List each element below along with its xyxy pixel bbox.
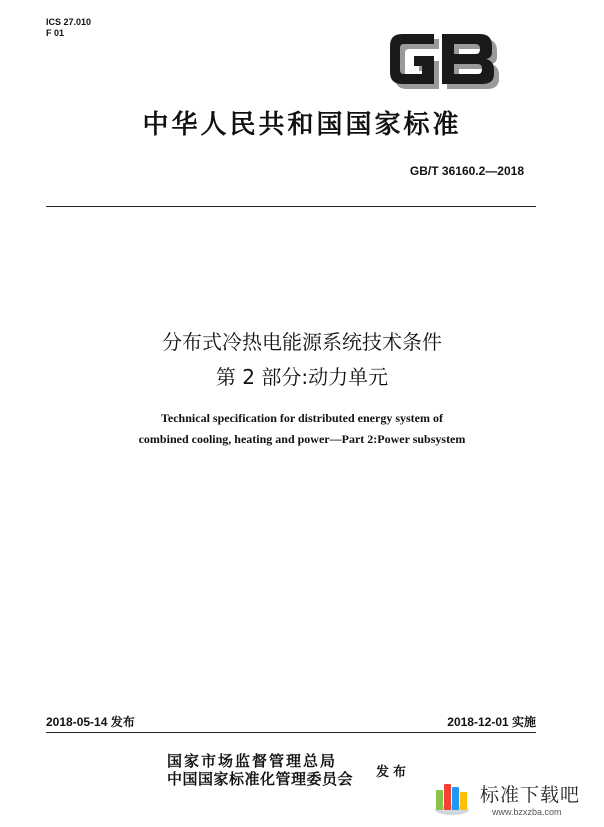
issuer-line1: 国家市场监督管理总局 [167,752,338,770]
classification-codes [46,17,91,39]
watermark[interactable] [428,770,604,827]
watermark-url: www.bzxzba.com [492,807,562,817]
chinese-title-line2: 第 2 部分:动力单元 [215,365,389,389]
stacked-books-icon [432,776,472,816]
bottom-divider [46,732,536,733]
gb-logo [384,26,502,94]
national-standard-title: 中华人民共和国国家标准 [142,110,462,140]
top-divider [46,206,536,207]
issuer-line2: 中国国家标准化管理委员会 [167,770,354,788]
standard-number: GB/T 36160.2—2018 [409,164,524,178]
watermark-name: 标准下载吧 [480,784,581,806]
implementation-date: 2018-12-01 实施 [447,715,536,729]
ics-code: ICS 27.010 [46,17,92,27]
english-title-line1: Technical specification for distributed energy system of [161,411,443,425]
issuing-authorities [167,752,353,788]
english-title-line2: combined cooling, heating and power—Part 2:Power subsystem [138,432,466,446]
issue-date: 2018-05-14 发布 [46,715,135,729]
chinese-title-line1: 分布式冷热电能源系统技术条件 [162,330,442,354]
issue-label: 发布 [376,765,411,780]
ccs-code: F 01 [46,28,65,38]
